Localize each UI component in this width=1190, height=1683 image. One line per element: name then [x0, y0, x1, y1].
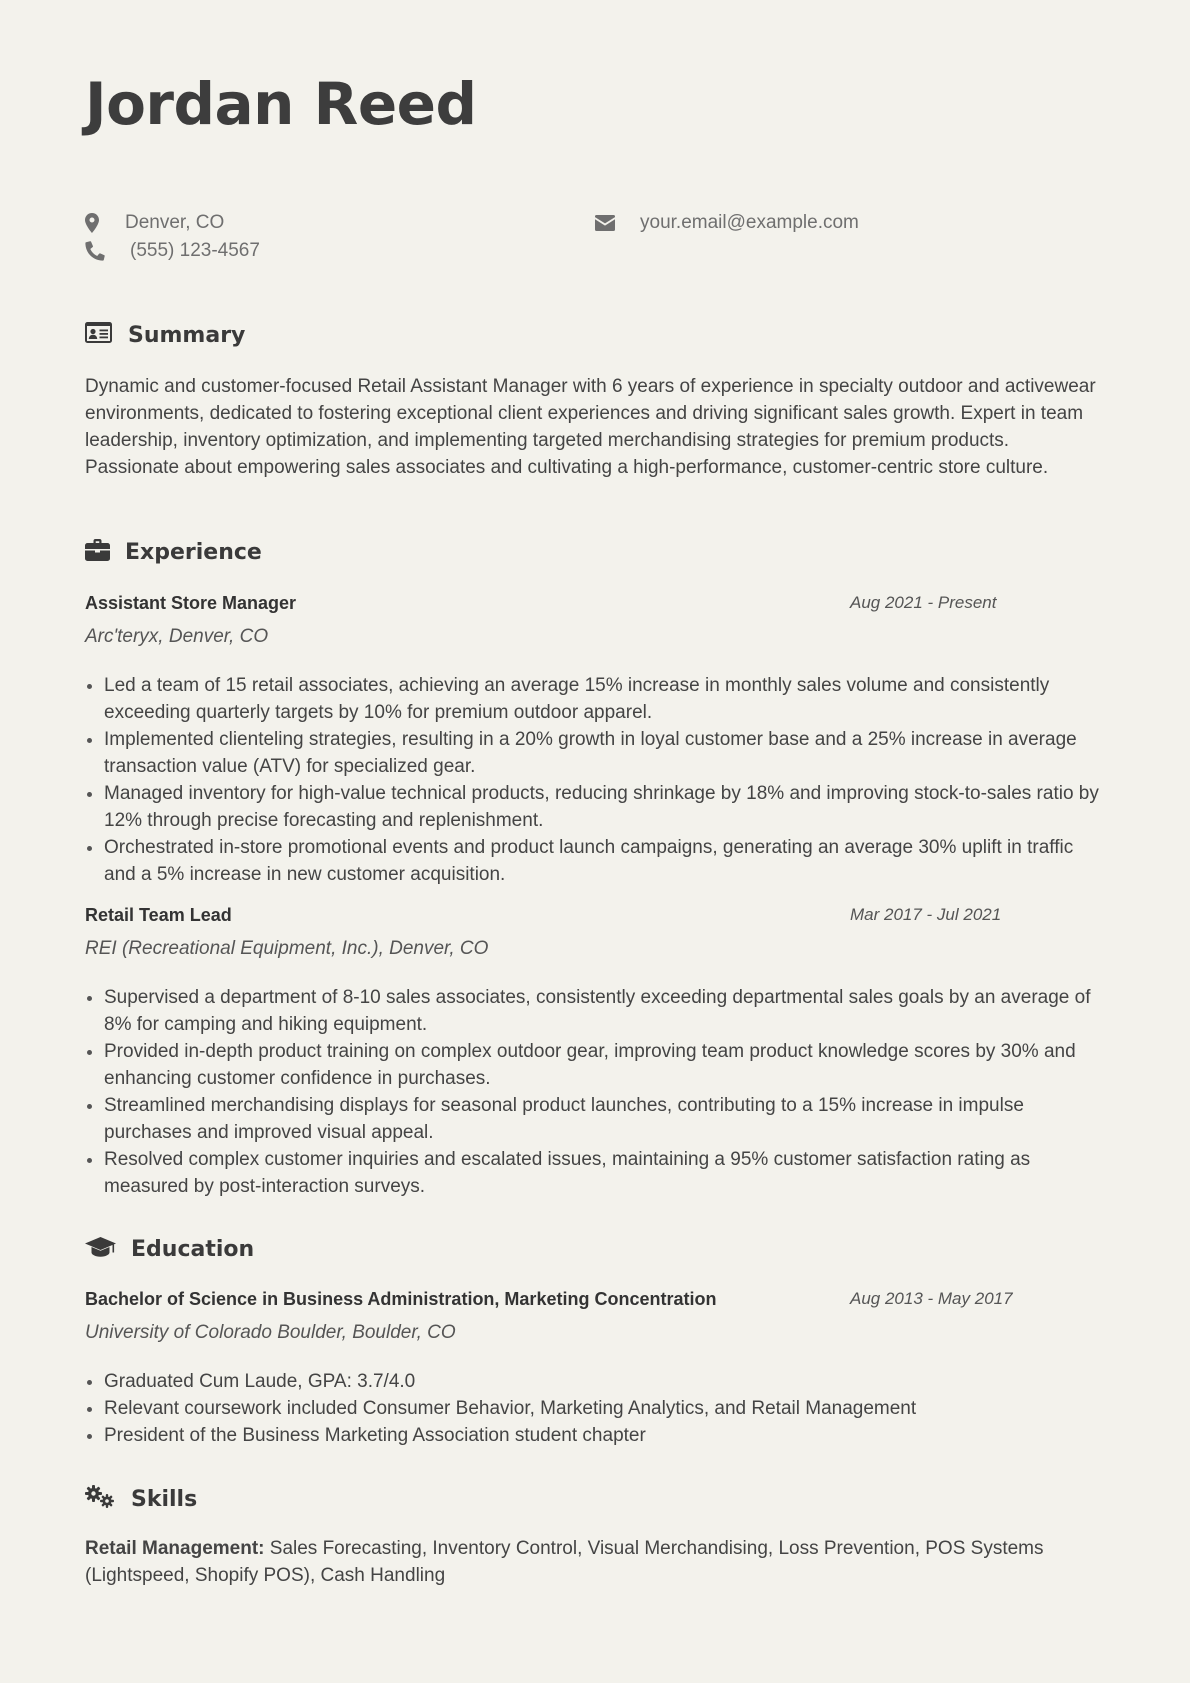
- skills-category-label: Retail Management:: [85, 1538, 265, 1559]
- list-item: Supervised a department of 8-10 sales associates, consistently exceeding departmental sales goals by an average of 8% for camping and hiking equipment.: [85, 984, 1105, 1038]
- map-marker-icon: [85, 213, 125, 233]
- experience-title: Experience: [125, 540, 262, 565]
- envelope-icon: [595, 215, 640, 231]
- list-item: Streamlined merchandising displays for seasonal product launches, contributing to a 15% increase in impulse purchases and improved visual appeal.: [85, 1092, 1105, 1146]
- job-bullet-list: [85, 984, 1105, 1200]
- job-dates: Mar 2017 - Jul 2021: [850, 905, 1002, 924]
- education-title: Education: [131, 1237, 255, 1262]
- job-employer: REI (Recreational Equipment, Inc.), Denver, CO: [85, 938, 489, 959]
- contact-location: [85, 212, 224, 234]
- summary-title: Summary: [128, 322, 246, 348]
- list-item: Relevant coursework included Consumer Behavior, Marketing Analytics, and Retail Management: [85, 1395, 1105, 1422]
- skills-title: Skills: [131, 1487, 198, 1512]
- graduation-cap-icon: [85, 1236, 131, 1263]
- briefcase-icon: [85, 539, 125, 566]
- list-item: Implemented clienteling strategies, resulting in a 20% growth in loyal customer base and a 25% increase in average transaction value (ATV) for specialized gear.: [85, 726, 1105, 780]
- id-card-icon: [85, 322, 128, 348]
- phone-text: (555) 123-4567: [130, 240, 260, 261]
- skills-heading: [85, 1485, 197, 1514]
- job-employer: Arc'teryx, Denver, CO: [85, 626, 269, 647]
- summary-text: Dynamic and customer-focused Retail Assistant Manager with 6 years of experience in specialty outdoor and activewear environments, dedicated to fostering exceptional client experiences and driving significant sales growth. Expert in team leadership, inventory optimization, and implementing targeted merchandising strategies for premium products. Passionate about empowering sales associates and cultivating a high-performance, customer-centric store culture.: [85, 376, 1096, 478]
- school-name: University of Colorado Boulder, Boulder, CO: [85, 1322, 456, 1343]
- education-dates: Aug 2013 - May 2017: [850, 1289, 1013, 1308]
- list-item: Managed inventory for high-value technical products, reducing shrinkage by 18% and improving stock-to-sales ratio by 12% through precise forecasting and replenishment.: [85, 780, 1105, 834]
- email-link[interactable]: your.email@example.com: [640, 212, 859, 233]
- experience-heading: [85, 539, 262, 566]
- job-bullet-list: [85, 672, 1105, 888]
- education-bullet-list: [85, 1368, 1105, 1449]
- job-dates: Aug 2021 - Present: [850, 593, 997, 612]
- job-title: Assistant Store Manager: [85, 593, 297, 613]
- candidate-name: Jordan Reed: [85, 70, 477, 138]
- job-title: Retail Team Lead: [85, 905, 232, 925]
- cogs-icon: [85, 1485, 131, 1514]
- phone-icon: [85, 241, 130, 261]
- skills-text: [85, 1535, 1105, 1589]
- list-item: Resolved complex customer inquiries and escalated issues, maintaining a 95% customer satisfaction rating as measured by post-interaction surveys.: [85, 1146, 1105, 1200]
- summary-heading: [85, 322, 245, 348]
- education-heading: [85, 1236, 254, 1263]
- list-item: Orchestrated in-store promotional events and product launch campaigns, generating an average 30% uplift in traffic and a 5% increase in new customer acquisition.: [85, 834, 1105, 888]
- contact-phone: [85, 240, 260, 262]
- contact-email: [595, 212, 859, 234]
- list-item: Provided in-depth product training on complex outdoor gear, improving team product knowledge scores by 30% and enhancing customer confidence in purchases.: [85, 1038, 1105, 1092]
- list-item: Led a team of 15 retail associates, achieving an average 15% increase in monthly sales volume and consistently exceeding quarterly targets by 10% for premium outdoor apparel.: [85, 672, 1105, 726]
- skills-list: Sales Forecasting, Inventory Control, Visual Merchandising, Loss Prevention, POS Systems (Lightspeed, Shopify POS), Cash Handling: [85, 1538, 1044, 1586]
- list-item: President of the Business Marketing Association student chapter: [85, 1422, 1105, 1449]
- degree-title: Bachelor of Science in Business Administration, Marketing Concentration: [85, 1289, 717, 1309]
- list-item: Graduated Cum Laude, GPA: 3.7/4.0: [85, 1368, 1105, 1395]
- location-text: Denver, CO: [125, 212, 225, 233]
